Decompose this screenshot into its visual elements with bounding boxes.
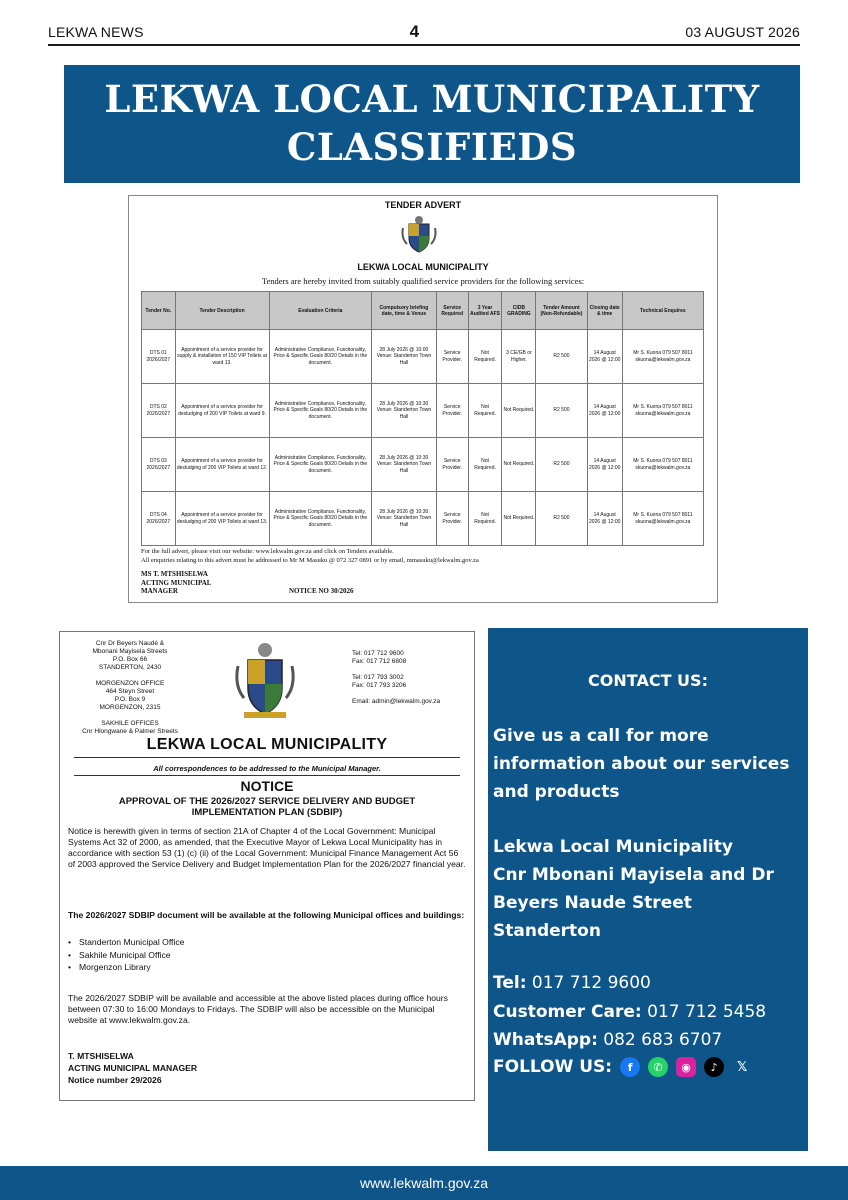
table-cell: Appointment of a service provider for supply & installation of 150 VIP Toilets at ward 13. (175, 330, 269, 384)
table-cell: Not Required. (468, 330, 502, 384)
table-header-cell: Service Required (436, 292, 468, 330)
tender-advert-title: TENDER ADVERT (384, 200, 462, 210)
table-header-cell: Tender Description (175, 292, 269, 330)
table-header-cell: Tender No. (142, 292, 176, 330)
table-header-cell: 3 Year Audited AFS (468, 292, 502, 330)
table-cell: Not Required. (468, 384, 502, 438)
contact-address-line3: Standerton (493, 921, 601, 941)
table-header-cell: Compulsory briefing date, time & Venue (372, 292, 437, 330)
address-line (60, 712, 200, 720)
classifieds-banner (64, 65, 800, 183)
tel-label: Tel: (493, 973, 527, 993)
contact-address-line1: Lekwa Local Municipality (493, 837, 733, 857)
contact-line: Email: admin@lekwalm.gov.za (352, 698, 441, 705)
notice-availability: The 2026/2027 SDBIP document will be available at the following Municipal offices and buildings: (68, 910, 465, 920)
tender-table (141, 291, 704, 546)
contact-address (493, 833, 800, 945)
divider (74, 775, 460, 776)
tender-notice-number: NOTICE NO 30/2026 (289, 587, 354, 595)
table-row (142, 384, 704, 438)
table-row (142, 330, 704, 384)
contact-whatsapp (493, 1030, 722, 1050)
tender-organisation: LEKWA LOCAL MUNICIPALITY (357, 262, 489, 272)
whatsapp-number[interactable]: 082 683 6707 (603, 1030, 723, 1050)
table-header-cell: CIDB GRADING (502, 292, 536, 330)
page-number: 4 (409, 22, 420, 41)
tender-advert (128, 195, 718, 603)
contact-line: Fax: 017 712 6808 (352, 658, 407, 665)
table-cell: Mr S. Kuona 079 507 8011 skuona@lekwalm.gov.za (622, 384, 703, 438)
table-cell: 14 August 2026 @ 12:00 (587, 384, 622, 438)
website-link[interactable]: www.lekwalm.gov.za (359, 1175, 489, 1191)
table-cell: R2 500 (536, 438, 587, 492)
x-icon[interactable]: 𝕏 (736, 1059, 748, 1075)
tender-table-header (142, 292, 704, 330)
table-header-cell: Technical Enquires (622, 292, 703, 330)
customer-care-number[interactable]: 017 712 5458 (647, 1002, 767, 1022)
notice-contacts-block (352, 650, 440, 706)
contact-intro: Give us a call for more information about our services and products (493, 726, 790, 802)
contact-line: Tel: 017 712 9600 (352, 650, 404, 657)
contact-title: CONTACT US: (588, 671, 708, 690)
notice-organisation: LEKWA LOCAL MUNICIPALITY (146, 736, 388, 753)
notice-address-block (60, 640, 200, 736)
table-cell: Service Provider. (436, 492, 468, 546)
address-line: MORGENZON, 2315 (99, 704, 161, 711)
table-row (142, 438, 704, 492)
tender-signatory-title2: MANAGER (141, 587, 178, 595)
table-header-cell: Closing date & time (587, 292, 622, 330)
notice-hours: The 2026/2027 SDBIP will be available and accessible at the above listed places during office hours between 07:30 to 16:00 Mondays to Fridays. The SDBIP will also be accessible on the Municipal website at www.lekwalm.gov.za. (68, 993, 448, 1025)
table-cell: R2 500 (536, 384, 587, 438)
notice-body: Notice is herewith given in terms of section 21A of Chapter 4 of the Local Government: Municipal Systems Act 32 of 2000, as amended, that the Executive Mayor of Lekwa Local Municipality has in accordance with section 53 (1) (c) (ii) of the Local Government: Municipal Finance Management Act 56 of 2003 approved the Service Delivery and Budget Implementation Plan for the 2026/2027 financial year. (68, 826, 466, 869)
list-item: • Standerton Municipal Office (68, 936, 184, 949)
table-cell: Appointment of a service provider for desludging of 200 VIP Toilets at ward 12. (175, 438, 269, 492)
contact-address-line2: Cnr Mbonani Mayisela and Dr Beyers Naude Street (493, 865, 774, 913)
table-row (142, 492, 704, 546)
table-cell: 14 August 2026 @ 12:00 (587, 438, 622, 492)
address-line: MORGENZON OFFICE (95, 680, 165, 687)
table-cell: Mr S. Kuona 079 507 8011 skuona@lekwalm.gov.za (622, 492, 703, 546)
publication-name: LEKWA NEWS (48, 24, 144, 40)
table-cell: Not Required. (502, 384, 536, 438)
tender-signatory-title1: ACTING MUNICIPAL (141, 578, 212, 587)
notice-office-list (68, 936, 184, 974)
table-cell: Appointment of a service provider for desludging of 200 VIP Toilets at ward 13. (175, 492, 269, 546)
table-cell: Not Required. (502, 438, 536, 492)
table-cell: DTS 03 2026/2027 (142, 438, 176, 492)
contact-line: Tel: 017 793 3002 (352, 674, 404, 681)
page-footer (0, 1166, 848, 1200)
notice-subheading: APPROVAL OF THE 2026/2027 SERVICE DELIVERY AND BUDGET IMPLEMENTATION PLAN (SDBIP) (118, 796, 416, 818)
divider (74, 757, 460, 758)
table-cell: R2 500 (536, 492, 587, 546)
table-cell: Not Required. (468, 492, 502, 546)
tender-intro: Tenders are hereby invited from suitably qualified service providers for the following services: (261, 276, 585, 286)
tiktok-icon[interactable]: ♪ (704, 1057, 724, 1077)
contact-line (352, 666, 440, 674)
table-cell: 28 July 2026 @ 10:30 Venue: Standerton Town Hall (372, 492, 437, 546)
address-line: P.O. Box 66 (112, 656, 148, 663)
notice-signatory-name: T. MTSHISELWA (68, 1051, 134, 1061)
table-cell: 28 July 2026 @ 10:30 Venue: Standerton Town Hall (372, 438, 437, 492)
address-line: STANDERTON, 2430 (98, 664, 162, 671)
tender-table-body (142, 330, 704, 546)
banner-title-line1: LEKWA LOCAL MUNICIPALITY (104, 77, 760, 121)
table-cell: Administrative Compliance, Functionality, Price & Specific Goals 80/20 Details in the document. (269, 384, 372, 438)
municipal-crest-icon (230, 640, 300, 720)
table-header-cell: Evaluation Criteria (269, 292, 372, 330)
address-line: Cnr Dr Beyers Naudé & (95, 640, 165, 647)
notice-correspondence: All correspondences to be addressed to the Municipal Manager. (153, 764, 381, 773)
table-cell: 28 July 2026 @ 10:30 Venue: Standerton Town Hall (372, 384, 437, 438)
table-cell: 14 August 2026 @ 12:00 (587, 492, 622, 546)
municipal-crest-icon (399, 214, 439, 254)
notice-number: Notice number 29/2026 (68, 1075, 162, 1085)
table-cell: Administrative Compliance, Functionality, Price & Specific Goals 80/20 Details in the document. (269, 492, 372, 546)
address-line: 464 Steyn Street (105, 688, 155, 695)
table-cell: Service Provider. (436, 438, 468, 492)
table-cell: Mr S. Kuona 079 507 8011 skuona@lekwalm.gov.za (622, 438, 703, 492)
notice-signatory-title: ACTING MUNICIPAL MANAGER (68, 1063, 198, 1073)
table-cell: R2 500 (536, 330, 587, 384)
contact-line (352, 690, 440, 698)
contact-panel (488, 628, 808, 1151)
address-line (60, 672, 200, 680)
table-cell: Appointment of a service provider for desludging of 200 VIP Toilets at ward 9. (175, 384, 269, 438)
tender-signatory (141, 570, 211, 596)
notice-heading: NOTICE (240, 778, 294, 794)
contact-tel (493, 973, 651, 993)
table-cell: Service Provider. (436, 330, 468, 384)
contact-line: Fax: 017 793 3206 (352, 682, 407, 689)
whatsapp-icon[interactable]: ✆ (648, 1057, 668, 1077)
tender-footer-line2: All enquiries relating to this advert must be addressed to Mr M Masuku @ 072 327 0891 or by email, mmasuku@lekwalm.gov.za (141, 556, 479, 564)
table-cell: 3 CE/GB or Higher. (502, 330, 536, 384)
contact-customer-care (493, 1002, 766, 1022)
follow-us (493, 1057, 752, 1077)
table-cell: DTS 02 2026/2027 (142, 384, 176, 438)
address-line: P.O. Box 9 (114, 696, 146, 703)
address-line: Cnr Hlongwane & Palmer Streets (82, 728, 178, 735)
instagram-icon[interactable]: ◉ (676, 1057, 696, 1077)
banner-title-line2: CLASSIFIEDS (286, 125, 578, 169)
follow-us-label: FOLLOW US: (493, 1057, 613, 1077)
list-item: • Sakhile Municipal Office (68, 949, 184, 962)
list-item: • Morgenzon Library (68, 961, 184, 974)
table-header-cell: Tender Amount (Non-Refundable) (536, 292, 587, 330)
page-header (48, 24, 800, 46)
table-cell: Service Provider. (436, 384, 468, 438)
whatsapp-label: WhatsApp: (493, 1030, 598, 1050)
address-line: Mbonani Mayisela Streets (92, 648, 168, 655)
table-cell: DTS 04 2026/2027 (142, 492, 176, 546)
issue-date: 03 AUGUST 2026 (685, 24, 800, 40)
table-cell: Not Required. (468, 438, 502, 492)
table-cell: Mr S. Kuona 079 507 8011 skuona@lekwalm.gov.za (622, 330, 703, 384)
address-line: SAKHILE OFFICES (101, 720, 159, 727)
customer-care-label: Customer Care: (493, 1002, 642, 1022)
facebook-icon[interactable]: f (620, 1057, 640, 1077)
table-cell: 28 July 2026 @ 10:00 Venue: Standerton Town Hall (372, 330, 437, 384)
table-cell: Not Required. (502, 492, 536, 546)
tel-number[interactable]: 017 712 9600 (531, 973, 651, 993)
sdbip-notice (59, 631, 475, 1101)
table-cell: DTS 01 2026/2027 (142, 330, 176, 384)
tender-footer (141, 548, 479, 565)
table-cell: Administrative Compliance, Functionality, Price & Specific Goals 80/20 Details in the document. (269, 330, 372, 384)
notice-signatory (68, 1050, 197, 1086)
table-cell: Administrative Compliance, Functionality, Price & Specific Goals 80/20 Details in the document. (269, 438, 372, 492)
table-cell: 14 August 2026 @ 12:00 (587, 330, 622, 384)
tender-signatory-name: MS T. MTSHISELWA (141, 570, 208, 578)
tender-footer-line1: For the full advert, please visit our website: www.lekwalm.gov.za and click on Tenders available. (141, 548, 394, 555)
